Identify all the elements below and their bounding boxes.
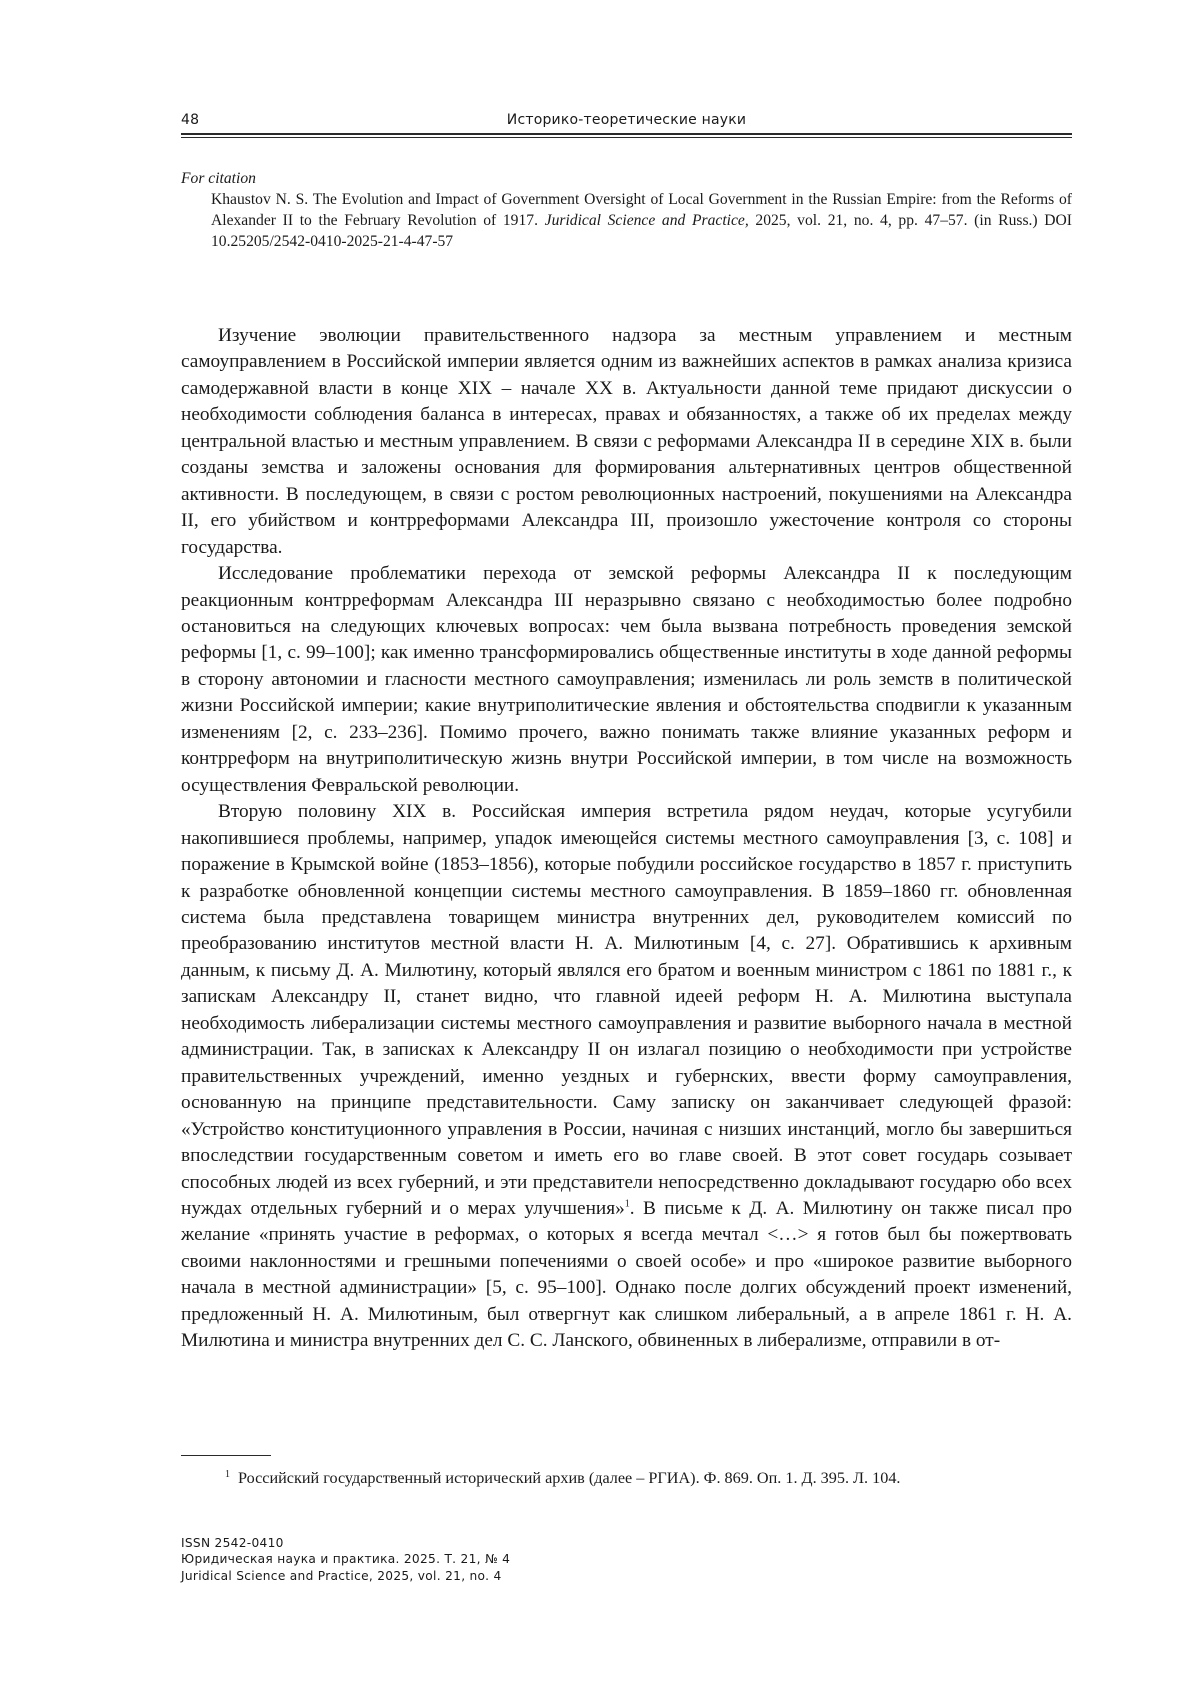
footnote bbox=[181, 1468, 1072, 1489]
paragraph-2: Исследование проблематики перехода от земской реформы Александра II к последующим реакционным контрреформам Александра III неразрывно связано с необходимостью более подробно остановиться на следующих ключевых вопросах: чем была вызвана потребность проведения земской реформы [1, с. 99–100]; как именно трансформировались общественные институты в ходе данной реформы в сторону автономии и гласности местного самоуправления; изменилась ли роль земств в политической жизни Российской империи; какие внутриполитические явления и обстоятельства сподвигли к указанным изменениям [2, с. 233–236]. Помимо прочего, важно понимать также влияние указанных реформ и контрреформ на внутриполитическую жизнь внутри Российской империи, в том числе на возможность осуществления Февральской революции. bbox=[181, 563, 1072, 796]
running-header bbox=[181, 112, 1072, 132]
page-number: 48 bbox=[181, 112, 200, 128]
citation-text bbox=[211, 189, 1072, 252]
article-body bbox=[181, 323, 1072, 1355]
footer-issn: ISSN 2542-0410 bbox=[181, 1536, 284, 1550]
paragraph-1: Изучение эволюции правительственного надзора за местным управлением и местным самоуправлением в Российской империи является одним из важнейших аспектов в рамках анализа кризиса самодержавной власти в конце XIX – начале XX в. Актуальности данной теме придают дискуссии о необходимости соблюдения баланса в интересах, правах и обязанностях, а также об их пределах между центральной властью и местным управлением. В связи с реформами Александра II в середине XIX в. были созданы земства и заложены основания для формирования альтернативных центров общественной активности. В последующем, в связи с ростом революционных настроений, покушениями на Александра II, его убийством и контрреформами Александра III, произошло ужесточение контроля со стороны государства. bbox=[181, 325, 1072, 558]
paragraph-3-part2: . В письме к Д. А. Милютину он также писал про желание «принять участие в реформах, о которых я всегда мечтал <…> я готов был бы пожертвовать своими наклонностями и грешными попечениями о своей особе» и про «широкое развитие выборного начала в местной администрации» [5, с. 95–100]. Однако после долгих обсуждений проект изменений, предложенный Н. А. Милютиным, был отвергнут как слишком либеральный, а в апреле 1861 г. Н. А. Милютина и министра внутренних дел С. С. Ланского, обвиненных в либерализме, отправили в от- bbox=[181, 1197, 1072, 1352]
citation-text-part2: 2025, vol. 21, no. 4, pp. 47–57. (in Russ.) DOI 10.25205/2542-0410-2025-21-4-47-57 bbox=[211, 212, 1072, 250]
paragraph-3-part1: Вторую половину XIX в. Российская империя встретила рядом неудач, которые усугубили накопившиеся проблемы, например, упадок имеющейся системы местного самоуправления [3, с. 108] и поражение в Крымской войне (1853–1856), которые побудили российское государство в 1857 г. приступить к разработке обновленной концепции системы местного самоуправления. В 1859–1860 гг. обновленная система была представлена товарищем министра внутренних дел, руководителем комиссий по преобразованию институтов местной власти Н. А. Милютиным [4, с. 27]. Обратившись к архивным данным, к письму Д. А. Милютину, который являлся его братом и военным министром с 1861 по 1881 г., к запискам Александру II, станет видно, что главной идеей реформ Н. А. Милютина выступала необходимость либерализации системы местного самоуправления и развитие выборного начала в местной администрации. Так, в записках к Александру II он излагал позицию о необходимости при устройстве правительственных учреждений, именно уездных и губернских, ввести форму самоуправления, основанную на принципе представительности. Саму записку он заканчивает следующей фразой: «Устройство конституционного управления в России, начиная с низших инстанций, могло бы завершиться впоследствии государственным советом и иметь его во главе своей. В этот совет государь созывает способных людей из всех губерний, и эти представители непосредственно докладывают государю обо всех нуждах отдельных губерний и о мерах улучшения» bbox=[181, 801, 1072, 1219]
footnote-text: Российский государственный исторический архив (далее – РГИА). Ф. 869. Оп. 1. Д. 395. Л. 104. bbox=[238, 1469, 901, 1487]
footer-journal-en: Juridical Science and Practice, 2025, vol. 21, no. 4 bbox=[181, 1568, 502, 1583]
journal-footer bbox=[181, 1535, 781, 1584]
footnote-reference[interactable]: 1 bbox=[624, 1198, 630, 1210]
citation-text-part1: Khaustov N. S. The Evolution and Impact of Government Oversight of Local Government in the Russian Empire: from the Reforms of Alexander II to the February Revolution of 1917. bbox=[211, 191, 1072, 229]
footer-journal-ru: Юридическая наука и практика. 2025. Т. 21, № 4 bbox=[181, 1552, 511, 1567]
citation-journal: Juridical Science and Practice, bbox=[544, 212, 749, 229]
citation-block bbox=[181, 168, 1072, 252]
section-title: Историко-теоретические науки bbox=[506, 112, 747, 128]
citation-label: For citation bbox=[181, 170, 256, 187]
footnote-number: 1 bbox=[225, 1469, 230, 1480]
paragraph-3 bbox=[181, 799, 1072, 1355]
header-rule-thin bbox=[181, 137, 1072, 138]
footnote-rule bbox=[181, 1455, 271, 1456]
header-rule bbox=[181, 133, 1072, 135]
